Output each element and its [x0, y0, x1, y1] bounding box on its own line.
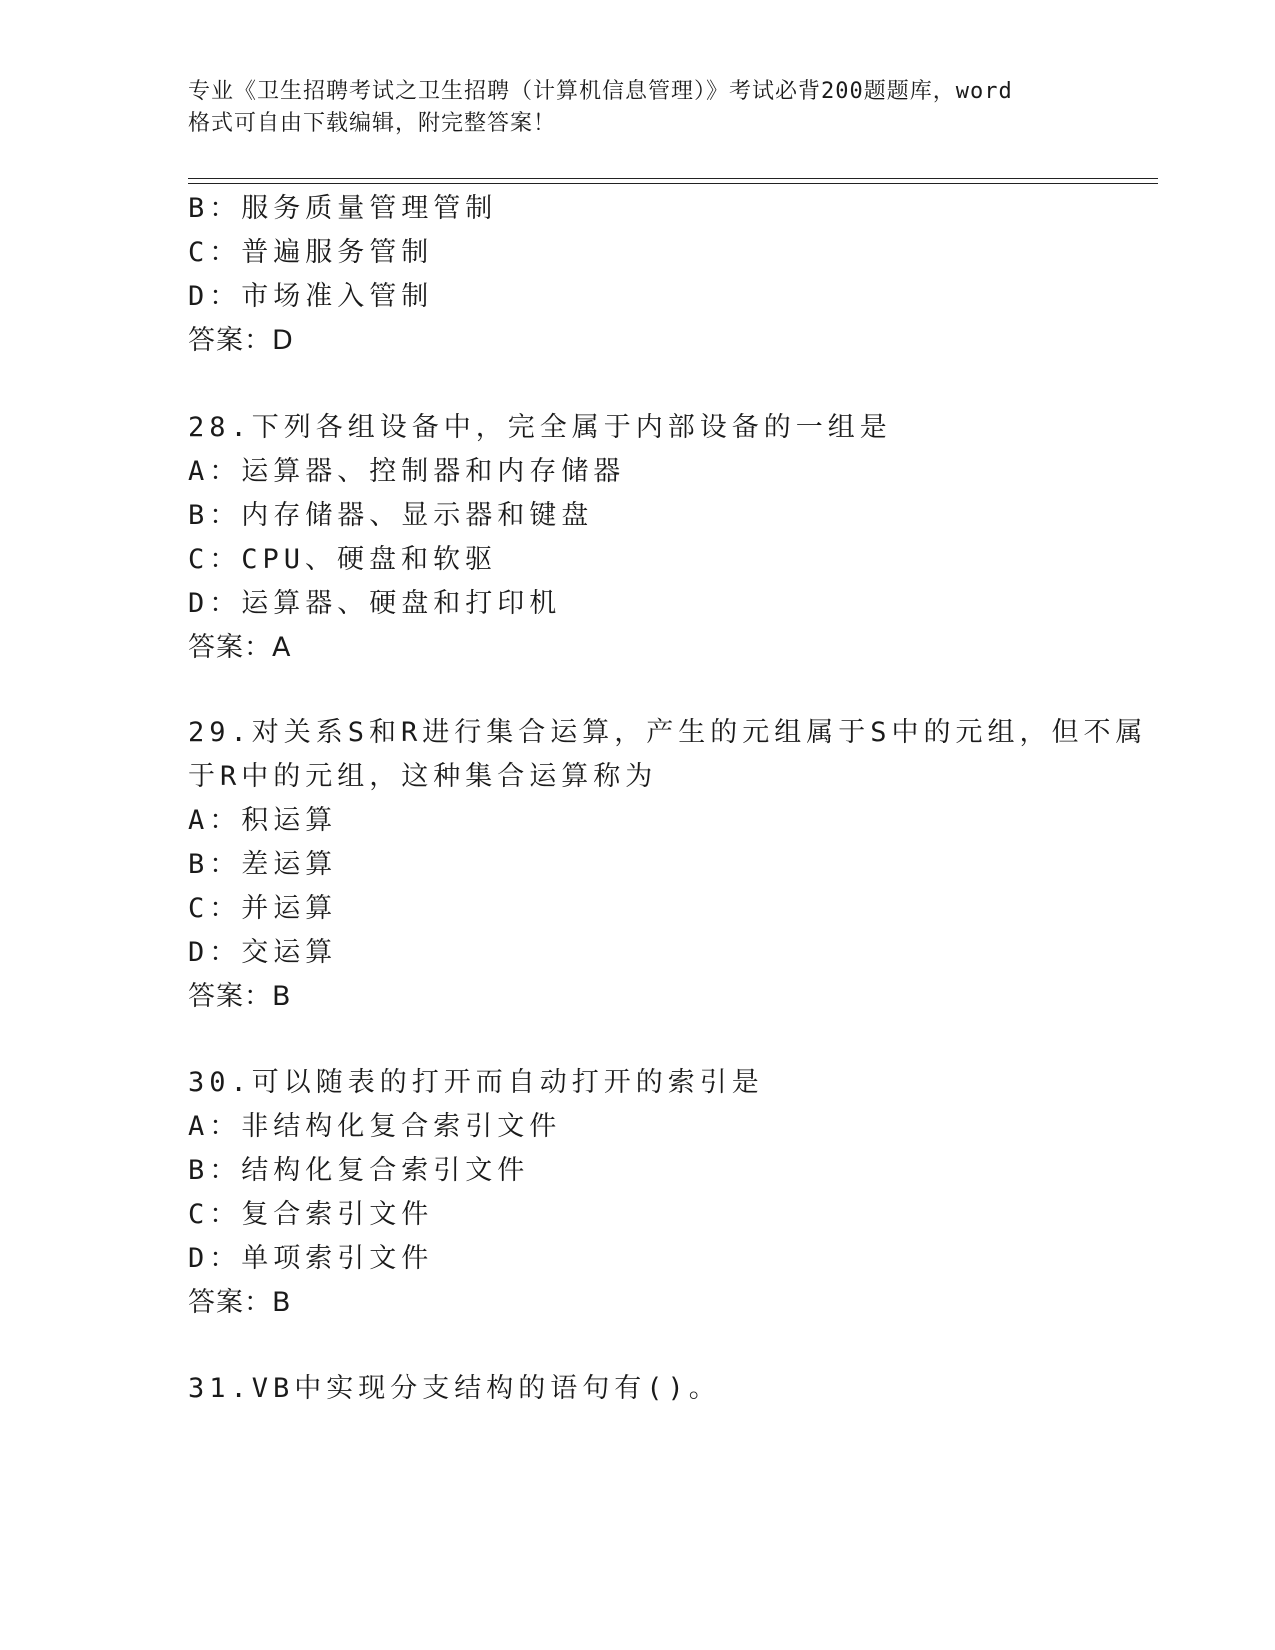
- q30-question: 30.可以随表的打开而自动打开的索引是: [188, 1067, 764, 1098]
- document-header: [188, 76, 1088, 140]
- q27-option-c: C：普遍服务管制: [188, 237, 434, 268]
- q28-answer: 答案：A: [188, 632, 292, 663]
- q28-option-c: C：CPU、硬盘和软驱: [188, 544, 498, 575]
- q29-question-line-1: 29.对关系S和R进行集合运算，产生的元组属于S中的元组，但不属: [188, 717, 1148, 748]
- header-divider: [188, 178, 1158, 184]
- q29-question-line-2: 于R中的元组，这种集合运算称为: [188, 761, 658, 792]
- q28-option-d: D：运算器、硬盘和打印机: [188, 588, 562, 619]
- q30-option-d: D：单项索引文件: [188, 1243, 434, 1274]
- header-line-2: 格式可自由下载编辑，附完整答案！: [188, 111, 557, 136]
- q28-question: 28.下列各组设备中，完全属于内部设备的一组是: [188, 412, 892, 443]
- q29-option-b: B：差运算: [188, 849, 338, 880]
- q29-option-c: C：并运算: [188, 893, 338, 924]
- q27-answer: 答案：D: [188, 325, 294, 356]
- q27-option-b: B：服务质量管理管制: [188, 193, 498, 224]
- q28-option-a: A：运算器、控制器和内存储器: [188, 456, 626, 487]
- q30-answer: 答案：B: [188, 1287, 292, 1318]
- q29-answer: 答案：B: [188, 981, 292, 1012]
- q30-option-a: A：非结构化复合索引文件: [188, 1111, 562, 1142]
- q27-option-d: D：市场准入管制: [188, 281, 434, 312]
- q29-option-d: D：交运算: [188, 937, 338, 968]
- q28-option-b: B：内存储器、显示器和键盘: [188, 500, 594, 531]
- header-line-1: 专业《卫生招聘考试之卫生招聘（计算机信息管理）》考试必背200题题库，word: [188, 79, 1013, 104]
- q31-question: 31.VB中实现分支结构的语句有()。: [188, 1373, 721, 1404]
- q30-option-b: B：结构化复合索引文件: [188, 1155, 530, 1186]
- q29-option-a: A：积运算: [188, 805, 338, 836]
- q30-option-c: C：复合索引文件: [188, 1199, 434, 1230]
